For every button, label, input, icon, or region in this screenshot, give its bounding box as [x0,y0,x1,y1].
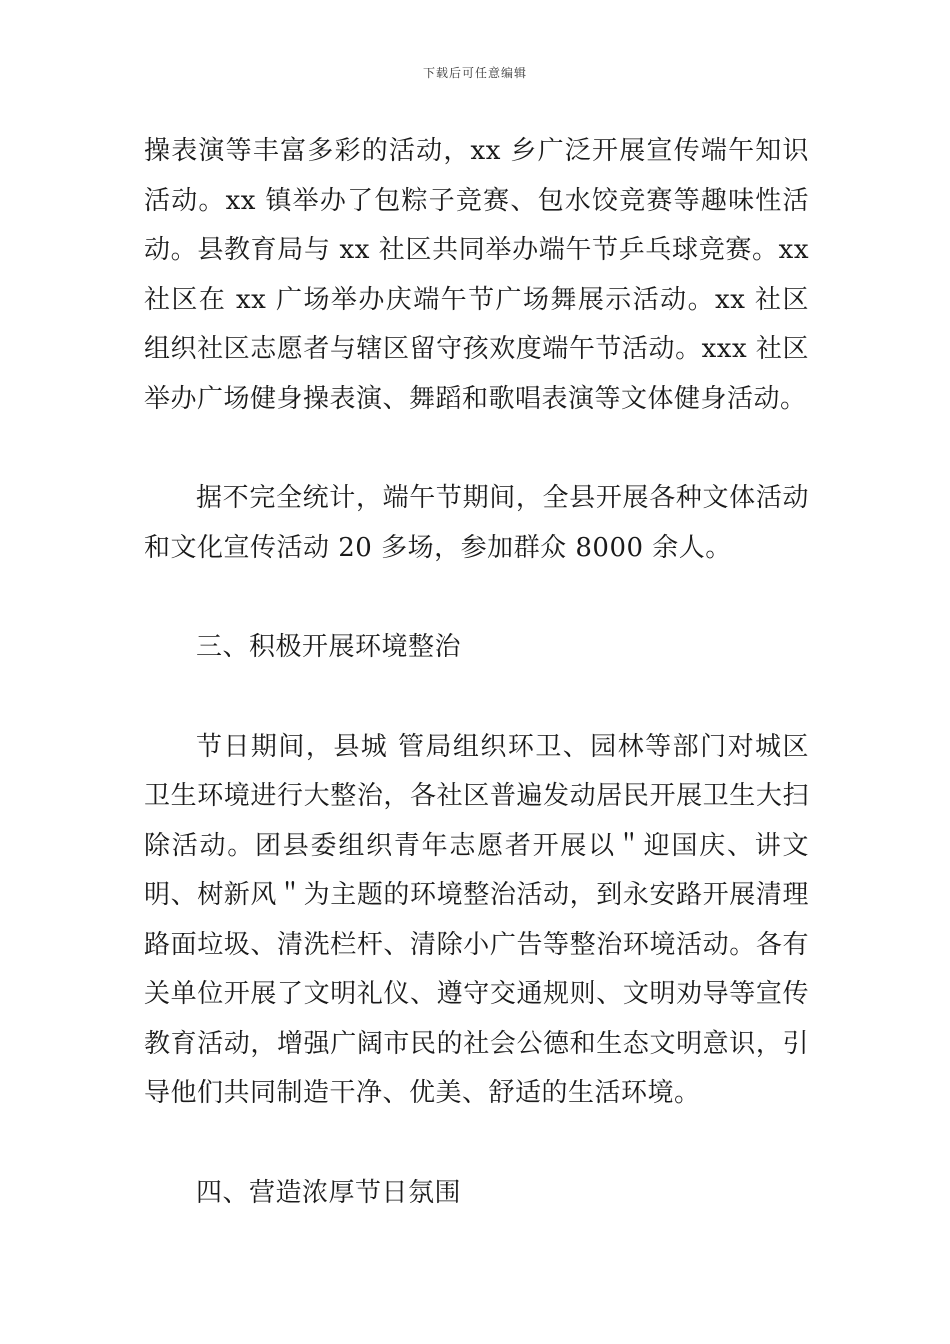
paragraph-spacer [144,573,809,623]
page-header: 下载后可任意编辑 [422,66,527,80]
paragraph-spacer [144,673,809,723]
paragraph-statistics: 据不完全统计，端午节期间，全县开展各种文体活动和文化宣传活动 20 多场，参加群众 8000 余人。 [144,483,809,563]
document-body [144,127,809,1218]
paragraph-environment: 节日期间，县城 管局组织环卫、园林等部门对城区卫生环境进行大整治，各社区普遍发动居民开展卫生大扫除活动。团县委组织青年志愿者开展以＂迎国庆、讲文明、树新风＂为主题的环境整治活动，到永安路开展清理路面垃圾、清洗栏杆、清除小广告等整治环境活动。各有关单位开展了文明礼仪、遵守交通规则、文明劝导等宣传教育活动，增强广阔市民的社会公德和生态文明意识，引导他们共同制造干净、优美、舒适的生活环境。 [144,731,809,1108]
section-heading-environment: 三、积极开展环境整治 [196,632,462,662]
paragraph-spacer [144,1119,809,1169]
paragraph-spacer [144,424,809,474]
paragraph-activities: 操表演等丰富多彩的活动，xx 乡广泛开展宣传端午知识活动。xx 镇举办了包粽子竞赛、包水饺竞赛等趣味性活动。县教育局与 xx 社区共同举办端午节乒乓球竞赛。xx 社区在 xx 广场举办庆端午节广场舞展示活动。xx 社区组织社区志愿者与辖区留守孩欢度端午节活动。xxx 社区举办广场健身操表演、舞蹈和歌唱表演等文体健身活动。 [144,136,809,414]
section-heading-atmosphere: 四、营造浓厚节日氛围 [196,1177,462,1208]
